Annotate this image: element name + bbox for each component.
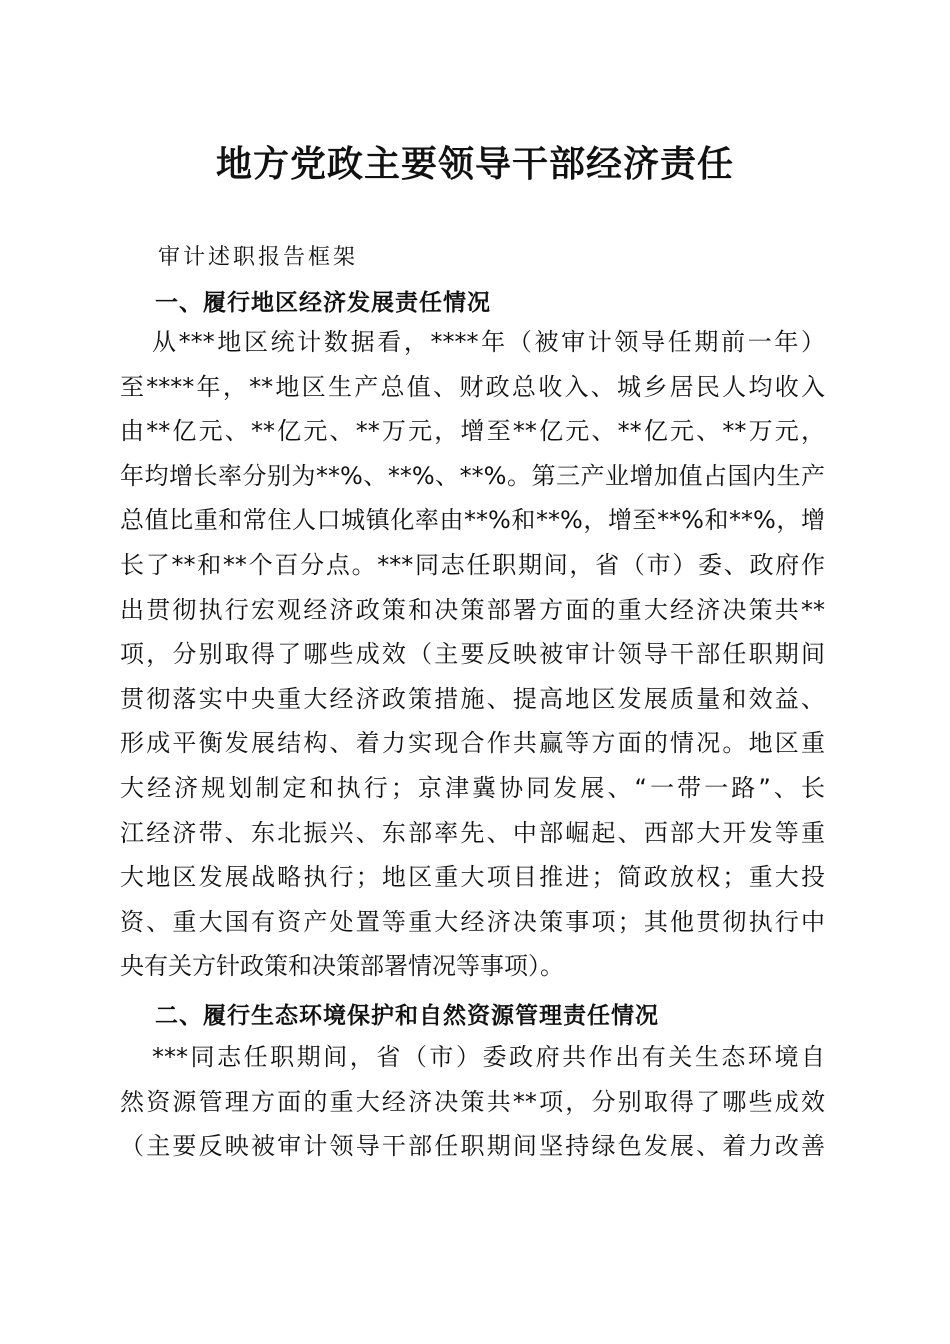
- document-subtitle: 审计述职报告框架: [158, 245, 359, 270]
- paragraph-line: 出贯彻执行宏观经济政策和决策部署方面的重大经济决策共**: [120, 595, 825, 624]
- section-1-heading: 一、履行地区经济发展责任情况: [155, 290, 491, 316]
- paragraph-line: 形成平衡发展结构、着力实现合作共赢等方面的情况。地区重: [120, 729, 825, 758]
- paragraph-line: 年均增长率分别为**%、**%、**%。第三产业增加值占国内生产: [120, 461, 825, 490]
- paragraph-line: 大地区发展战略执行；地区重大项目推进；简政放权；重大投: [120, 863, 825, 892]
- paragraph-line: 江经济带、东北振兴、东部率先、中部崛起、西部大开发等重: [120, 818, 825, 847]
- paragraph-line: 贯彻落实中央重大经济政策措施、提高地区发展质量和效益、: [120, 684, 825, 713]
- paragraph-line: 总值比重和常住人口城镇化率由**%和**%，增至**%和**%，增: [120, 506, 825, 535]
- paragraph-line: 从***地区统计数据看，****年（被审计领导任期前一年）: [152, 328, 825, 356]
- paragraph-line: （主要反映被审计领导干部任职期间坚持绿色发展、着力改善: [120, 1132, 825, 1161]
- paragraph-line: 央有关方针政策和决策部署情况等事项）。: [120, 952, 564, 981]
- document-title: 地方党政主要领导干部经济责任: [215, 143, 734, 185]
- paragraph-line: 长了**和**个百分点。***同志任职期间，省（市）委、政府作: [120, 551, 825, 579]
- paragraph-line: 然资源管理方面的重大经济决策共**项，分别取得了哪些成效: [120, 1087, 825, 1116]
- section-2-heading: 二、履行生态环境保护和自然资源管理责任情况: [155, 1003, 659, 1029]
- paragraph-line: 至****年，**地区生产总值、财政总收入、城乡居民人均收入: [120, 372, 825, 401]
- paragraph-line: 大经济规划制定和执行；京津冀协同发展、“一带一路”、长: [120, 774, 825, 802]
- paragraph-line: 项，分别取得了哪些成效（主要反映被审计领导干部任职期间: [120, 640, 825, 669]
- paragraph-line: ***同志任职期间，省（市）委政府共作出有关生态环境自: [152, 1043, 825, 1071]
- paragraph-line: 资、重大国有资产处置等重大经济决策事项；其他贯彻执行中: [120, 907, 825, 936]
- paragraph-line: 由**亿元、**亿元、**万元，增至**亿元、**亿元、**万元，: [120, 417, 825, 446]
